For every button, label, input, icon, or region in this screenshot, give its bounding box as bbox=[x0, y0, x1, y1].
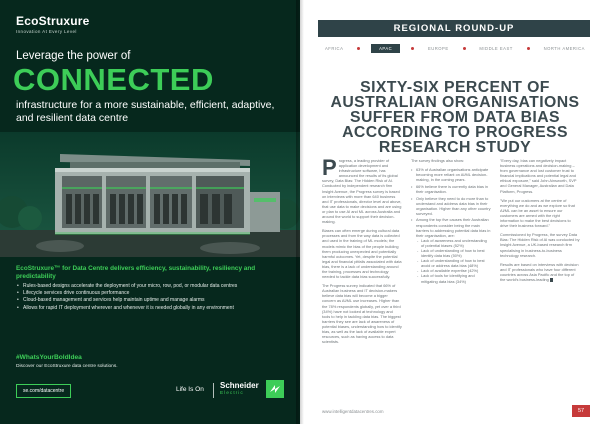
list-item-text: Among the top five causes their Australian respondents consider being the main barriers to addressing potential data bias in their organisation, are: bbox=[416, 217, 491, 238]
article-paragraph: The survey findings also show: bbox=[411, 158, 465, 163]
ecostruxure-logo: EcoStruxure bbox=[16, 14, 90, 28]
life-is-on-logo: Life Is On bbox=[176, 386, 204, 393]
tab-europe[interactable]: EUROPE bbox=[427, 46, 449, 51]
sub-list-item: - Lack of available expertise (42%) bbox=[416, 268, 491, 273]
article-column-3 bbox=[500, 158, 580, 286]
article-headline: SIXTY-SIX PERCENT OF AUSTRALIAN ORGANISATIONS SUFFER FROM DATA BIAS ACCORDING TO PROGRESS RESEARCH STUDY bbox=[330, 79, 580, 156]
ad-discover-text: Discover our EcoStruxure data centre solutions. bbox=[16, 364, 118, 369]
separator-dot-icon bbox=[527, 47, 530, 50]
article-paragraph bbox=[500, 262, 580, 282]
section-title: REGIONAL ROUND-UP bbox=[393, 23, 515, 34]
ad-subheadline: infrastructure for a more sustainable, efficient, adaptive, and resilient data centre bbox=[16, 99, 275, 124]
ad-lead-text: Leverage the power of bbox=[16, 50, 131, 62]
tab-north-america[interactable]: NORTH AMERICA bbox=[543, 46, 585, 51]
ad-section-heading: EcoStruxure™ for Data Centre delivers efficiency, sustainability, resiliency and predictability bbox=[16, 265, 256, 280]
article-paragraph bbox=[322, 155, 402, 225]
separator-dot-icon bbox=[357, 47, 360, 50]
separator-dot-icon bbox=[411, 47, 414, 50]
article-paragraph: Biases can often emerge during cultural data processes and from the way data is collected and used in the training of ML models; the models mimic the bias of the people building them producing unexpected and potentially harmful outcomes. Yet, despite the potential legal and financial pitfalls associated with data bias, there is a lack of understanding around the training, processes and technology needed to tackle data bias successfully. bbox=[322, 228, 402, 280]
tab-apac[interactable]: APAC bbox=[371, 44, 400, 53]
list-item: • Allows for rapid IT deployment wherever and whenever it is needed globally in any environment bbox=[16, 305, 266, 311]
article-paragraph: Commissioned by Progress, the survey Data Bias: The Hidden Risk of AI was conducted by Insight Avenue, a UK-based research firm specialising in business-to-business technology research. bbox=[500, 232, 580, 258]
ad-url-button[interactable]: se.com/datacentre bbox=[16, 384, 71, 398]
paragraph-text: rogress, a leading provider of application development and infrastructure software, has announced the results of its global survey, Data Bias: The Hidden Risk of AI. Conducted by independent research firm Insight Avenue, the Progress survey is based on interviews with more than 640 business and IT professionals, director level and above, that use data to make decisions and are using or plan to use AI and ML across Australia and around the world to support their decision-making. bbox=[322, 158, 402, 225]
region-tabs bbox=[322, 44, 588, 53]
list-item bbox=[411, 217, 491, 283]
data-centre-illustration bbox=[0, 132, 300, 257]
separator-dot-icon bbox=[463, 47, 466, 50]
list-item: • Lifecycle services drive continuous performance bbox=[16, 290, 266, 296]
end-mark-icon bbox=[550, 278, 554, 282]
article-column-1 bbox=[322, 155, 402, 348]
ad-headline: CONNECTED bbox=[13, 62, 214, 97]
schneider-logo: Schneider bbox=[220, 381, 259, 390]
drop-cap: P bbox=[322, 155, 337, 180]
ad-hashtag: #WhatsYourBoldIdea bbox=[16, 354, 82, 361]
list-item: • Only believe they need to do more than to understand and address data bias in their organisation. Higher than any other country surveyed. bbox=[411, 196, 491, 216]
spine-shadow bbox=[296, 0, 304, 424]
tab-africa[interactable]: AFRICA bbox=[325, 46, 344, 51]
schneider-mark-icon bbox=[266, 380, 284, 398]
page-number: 57 bbox=[572, 405, 590, 417]
ad-bullet-list bbox=[16, 283, 266, 312]
sub-list-item: - Lack of awareness and understanding of potential biases (52%) bbox=[416, 238, 491, 248]
list-item: • 63% of Australian organisations anticipate becoming more reliant on AI/ML decision-making, in the coming years. bbox=[411, 167, 491, 182]
sub-list-item: - Lack of understanding of how to best identify data bias (50%) bbox=[416, 248, 491, 258]
findings-list bbox=[411, 167, 491, 284]
paragraph-text: Results are based on interviews with decision and IT professionals who have four different countries across Asia Pacific and the top of the world's business-leading bbox=[500, 261, 579, 282]
list-item: • Rules-based designs accelerate the deployment of your micro, row, pod, or modular data centres bbox=[16, 283, 266, 289]
tab-middle-east[interactable]: MIDDLE EAST bbox=[479, 46, 513, 51]
electric-logo-text: Electric bbox=[220, 391, 244, 396]
article-column-2 bbox=[411, 158, 491, 288]
article-paragraph: The Progress survey indicated that 66% of Australian business and IT decision-makers believe data bias will become a bigger concern as AI/ML use increases. Higher than the 78% respondents globally, yet over a third (34%) have not looked at technology and tools to help in tackling data bias. The biggest barriers they see are lack of awareness of potential biases, understanding how to identify bias, as well as the lack of available expert resources, such as having access to data scientists. bbox=[322, 283, 402, 345]
section-band bbox=[318, 20, 590, 37]
brand-tagline: Innovation At Every Level bbox=[16, 29, 77, 34]
list-item: • Cloud-based management and services help maintain uptime and manage alarms bbox=[16, 297, 266, 303]
logo-divider bbox=[213, 383, 214, 398]
article-paragraph: "We put our customers at the centre of everything we do and as we explore so that AI/ML can be an asset to ensure our customers are armed with the right information to make the best decisions to drive their business forward." bbox=[500, 197, 575, 229]
footer-url[interactable]: www.intelligentdatacentres.com bbox=[322, 409, 384, 414]
article-paragraph: "Every day, bias can negatively impact business operations and decision-making – from governance and lost customer trust to financial implications and potential legal and ethical exposure," said John Ainsworth, SVP and General Manager, Australian and Data Platform, Progress. bbox=[500, 158, 577, 194]
article-page bbox=[300, 0, 600, 424]
sub-list-item: - Lack of tools for identifying and mitigating data bias (34%) bbox=[416, 273, 491, 283]
sub-list-item: - Lack of understanding of how to best avoid or address data bias (48%) bbox=[416, 258, 491, 268]
list-item: • 66% believe there is currently data bias in their organisation. bbox=[411, 184, 491, 194]
